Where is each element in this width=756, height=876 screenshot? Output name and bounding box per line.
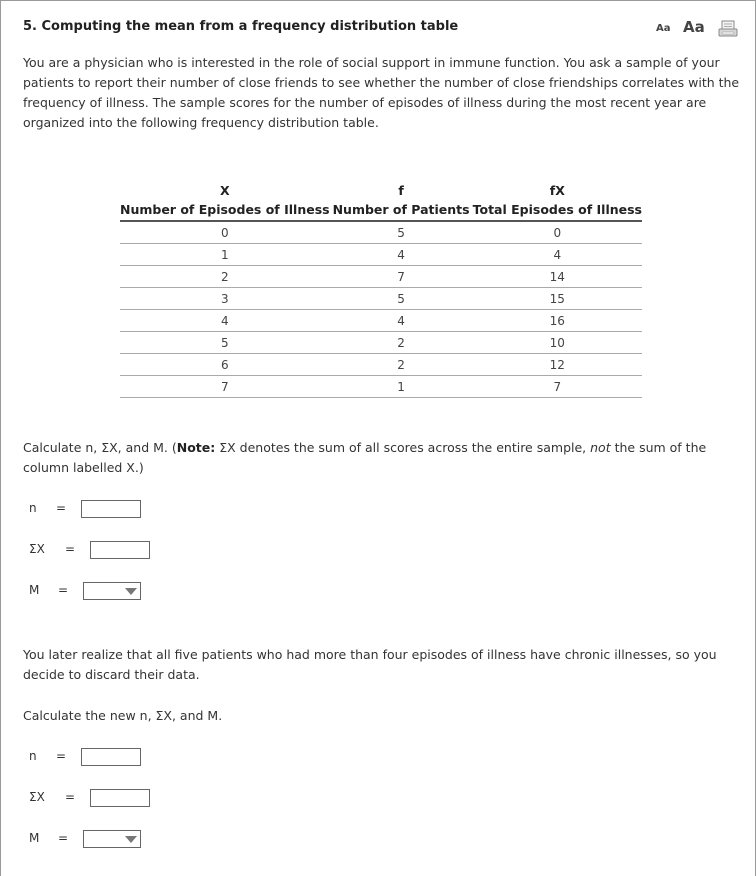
table-cell: 2 xyxy=(330,354,473,376)
table-cell: 5 xyxy=(120,332,330,354)
sum-x-input[interactable] xyxy=(90,541,150,559)
table-row xyxy=(120,376,642,398)
header-symbol: f xyxy=(398,183,404,198)
emphasis-not: not xyxy=(590,440,611,455)
table-cell: 2 xyxy=(330,332,473,354)
new-mean-label: M xyxy=(29,831,40,845)
table-cell: 16 xyxy=(473,310,642,332)
table-cell: 15 xyxy=(473,288,642,310)
table-row xyxy=(120,354,642,376)
table-cell: 1 xyxy=(120,244,330,266)
print-icon[interactable] xyxy=(718,20,738,38)
header-symbol: fX xyxy=(549,183,565,198)
mean-label: M xyxy=(29,583,40,597)
header-label: Number of Episodes of Illness xyxy=(120,198,330,221)
table-cell: 7 xyxy=(473,376,642,398)
table-cell: 7 xyxy=(120,376,330,398)
increase-font-button[interactable]: Aa xyxy=(683,18,705,36)
new-n-label: n xyxy=(29,749,37,763)
frequency-table xyxy=(120,178,642,398)
new-n-input[interactable] xyxy=(81,748,141,766)
note-label: Note: xyxy=(176,440,216,455)
equals-sign: = xyxy=(65,790,76,804)
equals-sign: = xyxy=(56,501,67,515)
chevron-down-icon xyxy=(125,588,137,595)
equals-sign: = xyxy=(65,542,76,556)
new-mean-dropdown[interactable] xyxy=(83,830,141,848)
table-cell: 1 xyxy=(330,376,473,398)
table-row xyxy=(120,310,642,332)
table-row xyxy=(120,221,642,244)
mean-dropdown[interactable] xyxy=(83,582,141,600)
equals-sign: = xyxy=(58,583,69,597)
n-input[interactable] xyxy=(81,500,141,518)
table-cell: 4 xyxy=(330,310,473,332)
table-cell: 14 xyxy=(473,266,642,288)
equals-sign: = xyxy=(58,831,69,845)
table-row xyxy=(120,266,642,288)
new-sum-x-input[interactable] xyxy=(90,789,150,807)
part1-prompt: Calculate n, ΣX, and M. (Note: ΣX denotes the sum of all scores across the entire sample, not the sum of the column labelled X.) xyxy=(23,440,707,475)
table-cell: 0 xyxy=(473,221,642,244)
table-cell: 10 xyxy=(473,332,642,354)
table-cell: 5 xyxy=(330,221,473,244)
table-cell: 7 xyxy=(330,266,473,288)
table-cell: 4 xyxy=(330,244,473,266)
part2-context: You later realize that all five patients who had more than four episodes of illness have chronic illnesses, so you decide to discard their data. xyxy=(23,647,717,682)
n-label: n xyxy=(29,501,37,515)
table-cell: 3 xyxy=(120,288,330,310)
table-cell: 2 xyxy=(120,266,330,288)
table-cell: 4 xyxy=(120,310,330,332)
table-cell: 0 xyxy=(120,221,330,244)
table-cell: 6 xyxy=(120,354,330,376)
table-row xyxy=(120,332,642,354)
question-title: 5. Computing the mean from a frequency distribution table xyxy=(23,19,459,34)
equals-sign: = xyxy=(56,749,67,763)
table-cell: 12 xyxy=(473,354,642,376)
header-label: Number of Patients xyxy=(330,198,473,221)
decrease-font-button[interactable]: Aa xyxy=(656,23,671,34)
sum-x-label: ΣX xyxy=(29,542,45,556)
table-cell: 4 xyxy=(473,244,642,266)
part2-prompt: Calculate the new n, ΣX, and M. xyxy=(23,708,223,723)
intro-paragraph: You are a physician who is interested in the role of social support in immune function. You ask a sample of your patients to report their number of close friends to see whether the number of close friendships correlates with the frequency of illness. The sample scores for the number of episodes of illness during the most recent year are organized into the following frequency distribution table. xyxy=(23,55,740,130)
table-row xyxy=(120,288,642,310)
table-cell: 5 xyxy=(330,288,473,310)
header-symbol: X xyxy=(219,183,230,198)
header-label: Total Episodes of Illness xyxy=(473,198,642,221)
chevron-down-icon xyxy=(125,836,137,843)
table-row xyxy=(120,244,642,266)
new-sum-x-label: ΣX xyxy=(29,790,45,804)
